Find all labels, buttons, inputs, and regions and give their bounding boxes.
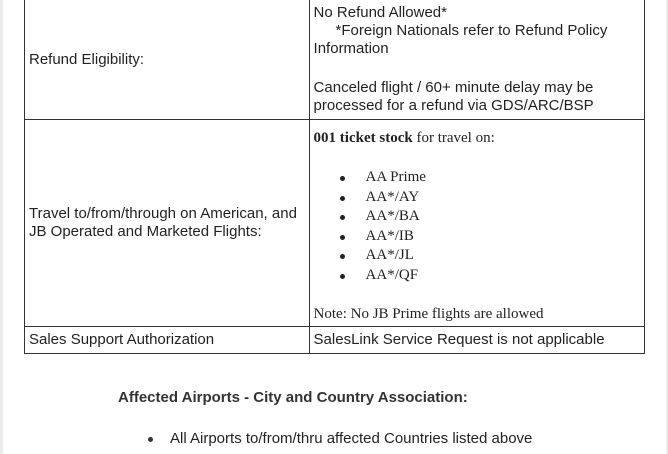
list-item — [314, 246, 640, 266]
bullet-icon — [340, 254, 345, 259]
jb-prime-note: Note: No JB Prime flights are allowed — [313, 306, 544, 322]
carrier-text: AA*/AY — [365, 188, 420, 205]
sales-label: Sales Support Authorization — [25, 327, 310, 354]
bullet-icon — [340, 235, 345, 240]
table-row-refund — [25, 0, 645, 120]
refund-label: Refund Eligibility: — [25, 0, 310, 120]
policy-table — [24, 0, 645, 354]
ticket-stock-line — [314, 129, 640, 147]
ticket-stock-rest: for travel on: — [412, 130, 495, 146]
carrier-text: AA*/JL — [365, 247, 414, 263]
travel-value — [309, 120, 644, 327]
bullet-icon — [340, 274, 345, 279]
carrier-list — [314, 168, 640, 285]
list-item — [314, 207, 640, 227]
carrier-text: AA Prime — [365, 169, 426, 185]
list-item — [145, 430, 532, 447]
table-row-travel — [25, 120, 645, 327]
travel-label: Travel to/from/through on American, and JB Operated and Marketed Flights: — [25, 120, 310, 327]
bullet-icon — [148, 437, 153, 442]
carrier-text: AA*/BA — [365, 208, 420, 224]
refund-value — [309, 0, 644, 120]
table-row-sales — [25, 327, 645, 354]
list-item — [314, 227, 640, 247]
airport-item-text: All Airports to/from/thru affected Countries listed above — [170, 430, 533, 447]
ticket-stock-bold: 001 ticket stock — [313, 130, 413, 146]
bullet-icon — [340, 196, 345, 201]
list-item — [314, 188, 640, 208]
section-title: Affected Airports - City and Country Association: — [118, 389, 468, 406]
bullet-icon — [340, 215, 345, 220]
bullet-icon — [340, 176, 345, 181]
sales-value: SalesLink Service Request is not applicable — [309, 327, 644, 354]
refund-line-1: No Refund Allowed* — [313, 4, 447, 21]
refund-line-2: *Foreign Nationals refer to Refund Policy Information — [313, 22, 608, 57]
list-item — [314, 168, 640, 188]
document-page — [3, 0, 666, 454]
carrier-text: AA*/QF — [365, 266, 419, 283]
refund-line-3: Canceled flight / 60+ minute delay may be processed for a refund via GDS/ARC/BSP — [313, 79, 594, 114]
carrier-text: AA*/IB — [365, 227, 414, 244]
list-item — [314, 266, 640, 286]
